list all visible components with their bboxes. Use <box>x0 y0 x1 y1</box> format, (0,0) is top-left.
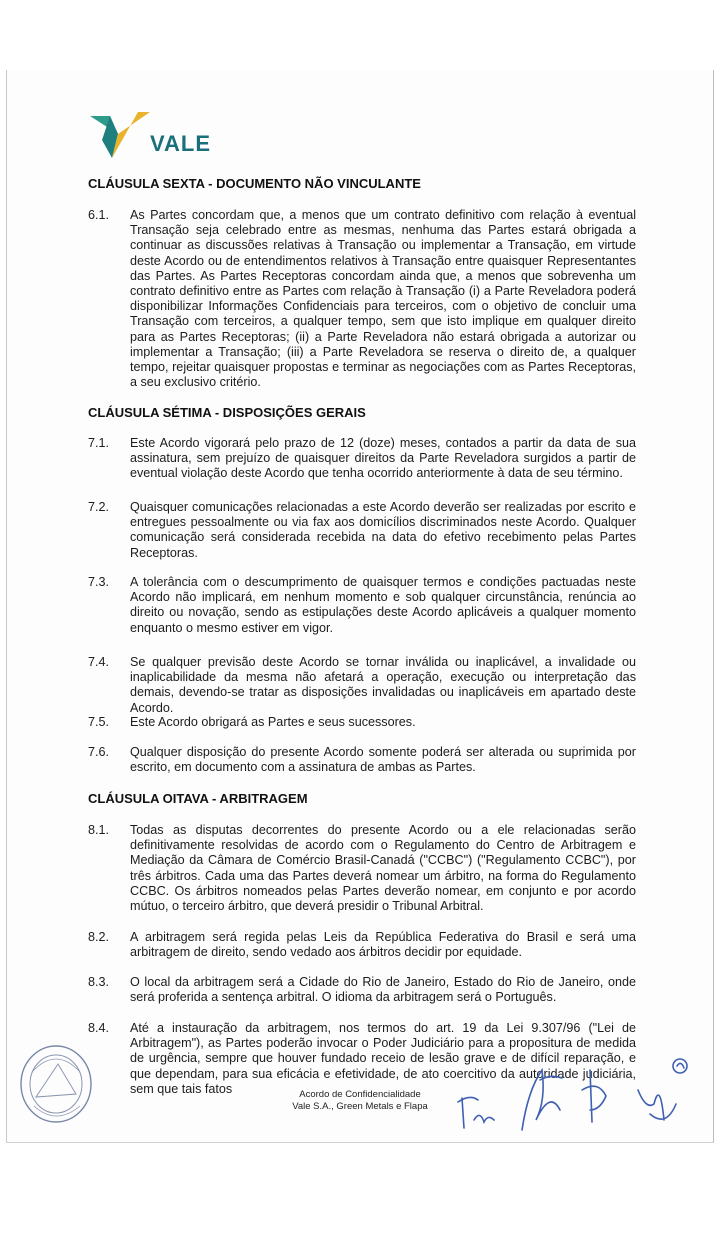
section-heading: CLÁUSULA SÉTIMA - DISPOSIÇÕES GERAIS <box>88 405 366 420</box>
clause-text: Este Acordo obrigará as Partes e seus sucessores. <box>130 715 416 729</box>
clause-number: 7.6. <box>88 745 110 759</box>
clause-text: As Partes concordam que, a menos que um contrato definitivo com relação à eventual Transação seja celebrado entre as mesmas, nenhuma das Partes estará obrigada a continuar as discussões relativas à Transação ou implementar a Transação, em virtude deste Acordo ou de entendimentos relativos à Transação entre quaisquer Representantes das Partes. As Partes Receptoras concordam ainda que, a menos que sobrevenha um contrato definitivo entre as Partes com relação à Transação (i) a Parte Reveladora poderá disponibilizar Informações Confidenciais para terceiros, com o objetivo de concluir uma Transação com terceiros, a qualquer tempo, sem que isto implique em qualquer direito para as Partes Receptoras; (ii) a Parte Reveladora não estará obrigada a autorizar ou implementar a Transação; (iii) a Parte Reveladora se reserva o direito de, a qualquer tempo, rejeitar quaisquer propostas e terminar as negociações com as Partes Receptoras, a seu exclusivo critério. <box>130 208 636 390</box>
clause-text: Se qualquer previsão deste Acordo se tornar inválida ou inaplicável, a invalidade ou inaplicabilidade da mesma não afetará a operação, execução ou interpretação das demais, devendo-se tratar as disposições invalidadas ou inaplicáveis em apartado deste Acordo. <box>130 655 636 715</box>
section-heading: CLÁUSULA OITAVA - ARBITRAGEM <box>88 791 308 806</box>
clause-number: 8.1. <box>88 823 110 837</box>
clause-number: 7.3. <box>88 575 110 589</box>
clause-text: Quaisquer comunicações relacionadas a este Acordo deverão ser realizadas por escrito e entregues pessoalmente ou via fax aos domicílios discriminados neste Acordo. Qualquer comunicação será considerada recebida na data do efetivo recebimento pelas Partes Receptoras. <box>130 500 636 560</box>
stamp-seal-icon <box>18 1042 94 1126</box>
clause-text: Qualquer disposição do presente Acordo somente poderá ser alterada ou suprimida por escrito, em documento com a assinatura de ambas as Partes. <box>130 745 636 775</box>
clause-text: Até a instauração da arbitragem, nos termos do art. 19 da Lei 9.307/96 ("Lei de Arbitragem"), as Partes poderão invocar o Poder Judiciário para a propositura de medida de urgência, sempre que houver fundado receio de lesão grave e de difícil reparação, e que dependam, para sua eficácia e efetividade, de ato coercitivo da autoridade judiciária, sem que tais fatos <box>130 1021 636 1096</box>
clause-text: Este Acordo vigorará pelo prazo de 12 (doze) meses, contados a partir da data de sua assinatura, sem prejuízo de quaisquer direitos da Parte Reveladora surgidos a partir de eventual violação deste Acordo que tenha ocorrido anteriormente à data de seu término. <box>130 436 636 481</box>
logo-text: VALE <box>150 131 212 156</box>
footer-title: Acordo de Confidencialidade <box>299 1089 421 1100</box>
clause-number: 6.1. <box>88 208 110 222</box>
clause-text: A arbitragem será regida pelas Leis da República Federativa do Brasil e será uma arbitragem de direito, sendo vedado aos árbitros decidir por equidade. <box>130 930 636 960</box>
footer-parties: Vale S.A., Green Metals e Flapa <box>292 1101 428 1112</box>
clause-number: 7.4. <box>88 655 110 669</box>
section-heading: CLÁUSULA SEXTA - DOCUMENTO NÃO VINCULANTE <box>88 176 421 191</box>
clause-number: 8.3. <box>88 975 110 989</box>
clause-text: O local da arbitragem será a Cidade do Rio de Janeiro, Estado do Rio de Janeiro, onde será proferida a sentença arbitral. O idioma da arbitragem será o Português. <box>130 975 636 1005</box>
clause-text: Todas as disputas decorrentes do presente Acordo ou a ele relacionadas serão definitivamente resolvidas de acordo com o Regulamento do Centro de Arbitragem e Mediação da Câmara de Comércio Brasil-Canadá ("CCBC") ("Regulamento CCBC"), por três árbitros. Cada uma das Partes deverá nomear um árbitro, na forma do Regulamento CCBC. Os árbitros nomeados pelas Partes deverão nomear, em conjunto e por acordo mútuo, o terceiro árbitro, que deverá presidir o Tribunal Arbitral. <box>130 823 636 914</box>
signature-initials-icon <box>450 1050 700 1140</box>
clause-number: 7.5. <box>88 715 110 729</box>
clause-text: A tolerância com o descumprimento de quaisquer termos e condições pactuadas neste Acordo não implicará, em nenhum momento e sob qualquer circunstância, renúncia ao direito ou novação, sendo as estipulações deste Acordo aplicáveis a qualquer momento enquanto o mesmo estiver em vigor. <box>130 575 636 635</box>
clause-item <box>88 208 636 390</box>
clause-number: 8.2. <box>88 930 110 944</box>
clause-number: 7.2. <box>88 500 110 514</box>
clause-number: 7.1. <box>88 436 110 450</box>
clause-number: 8.4. <box>88 1021 110 1035</box>
